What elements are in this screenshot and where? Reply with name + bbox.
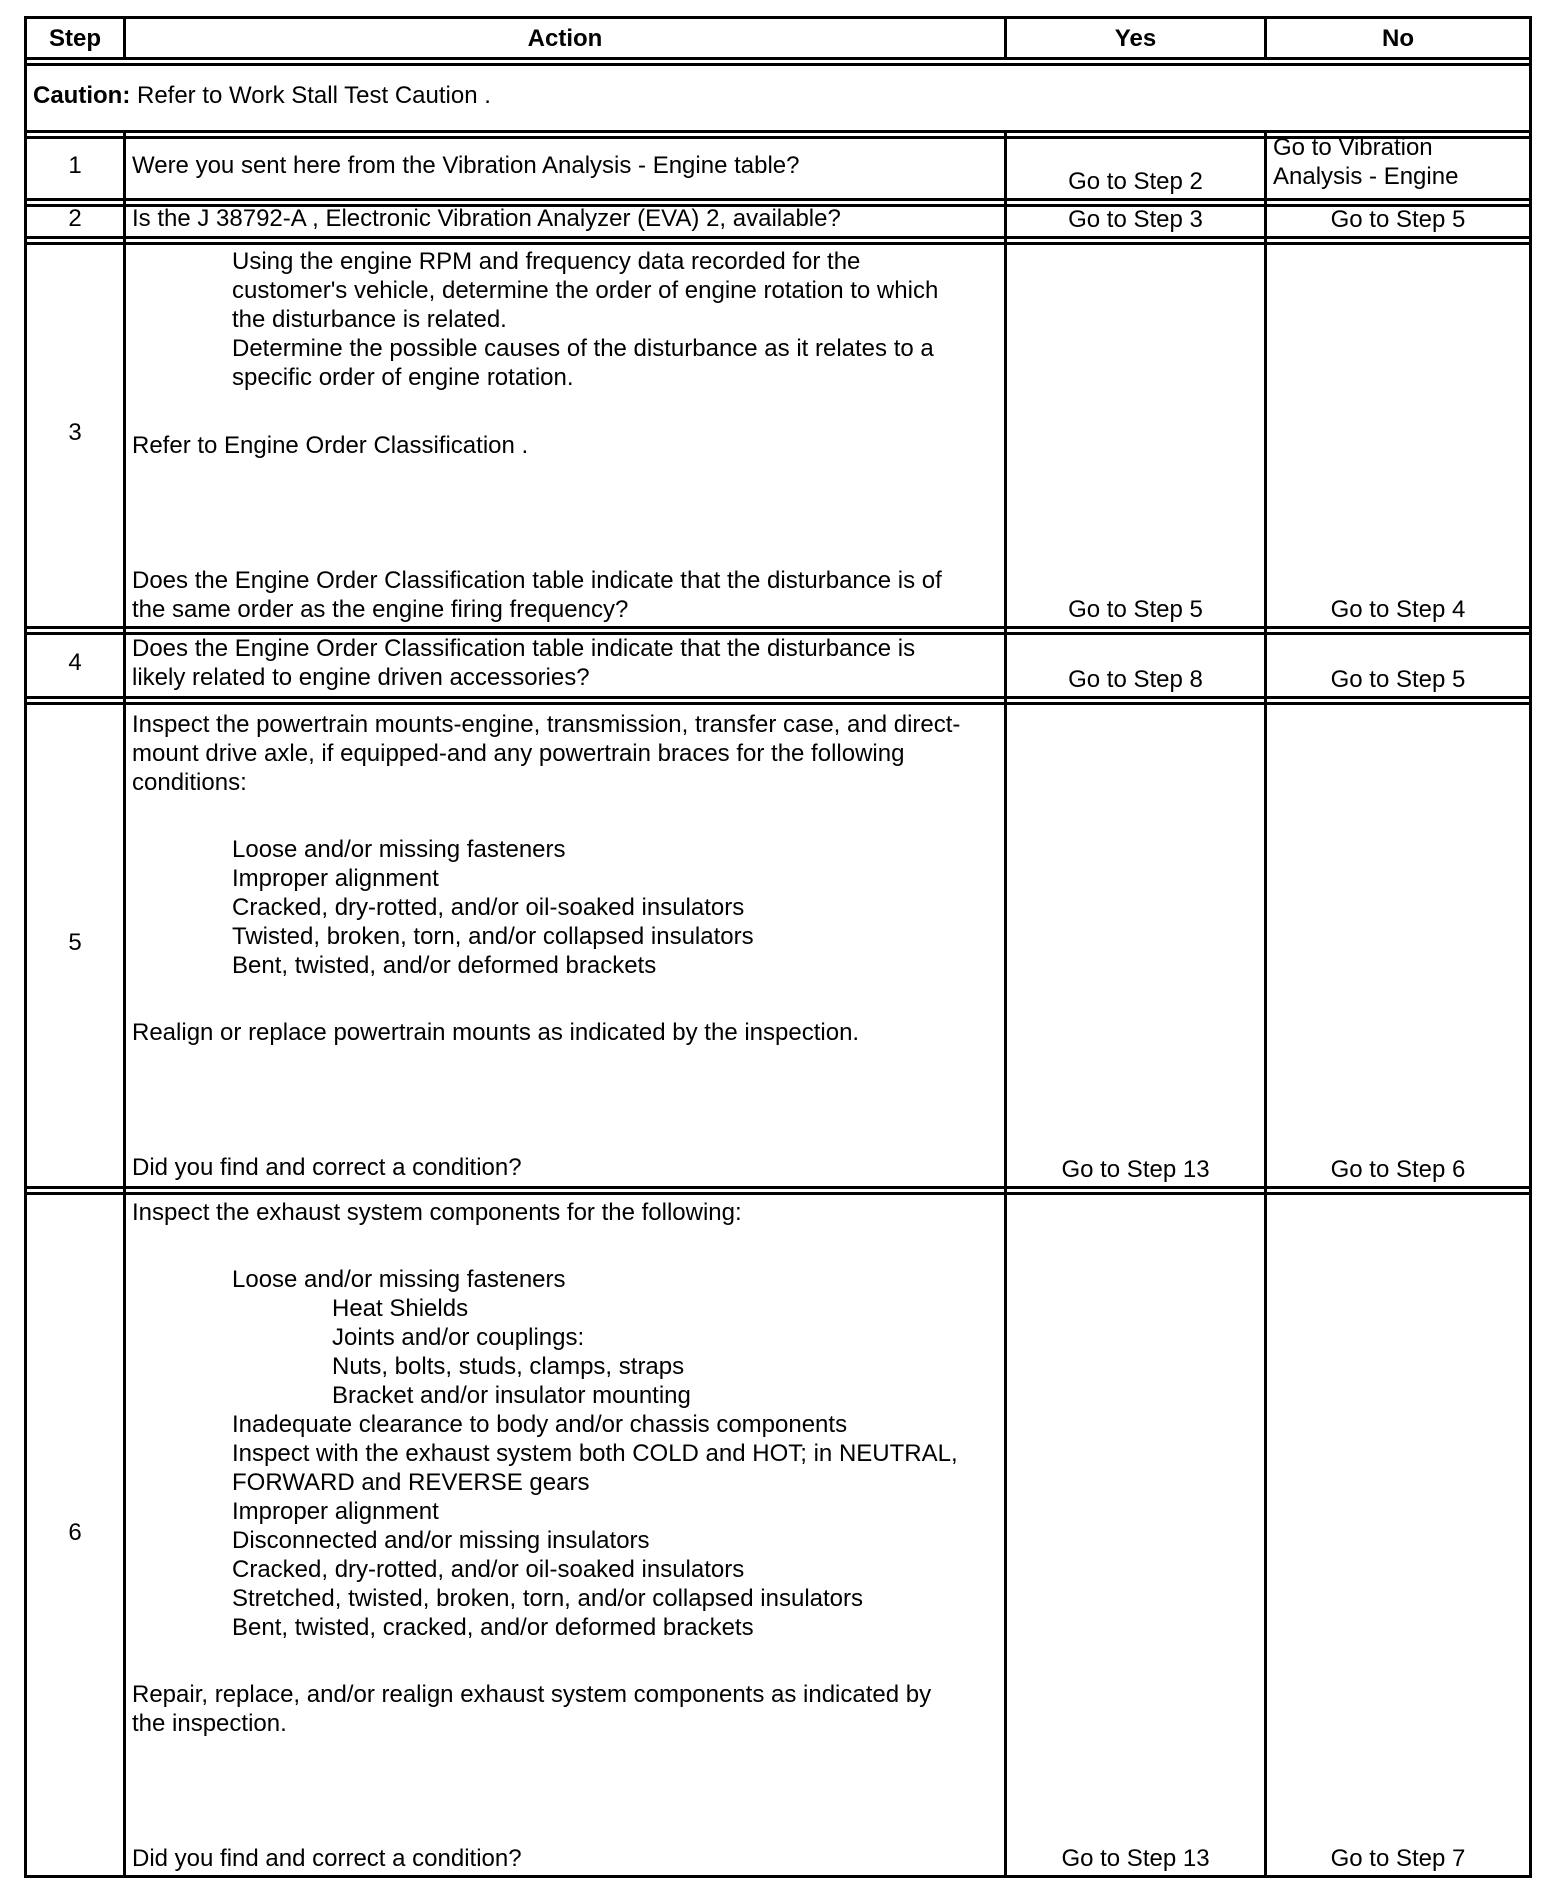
bullet-line: Bent, twisted, and/or deformed brackets bbox=[232, 951, 657, 979]
header-step: Step bbox=[27, 19, 126, 60]
caution-text: Refer to Work Stall Test Caution . bbox=[130, 81, 491, 109]
bullet-line: Twisted, broken, torn, and/or collapsed insulators bbox=[232, 922, 754, 950]
yes-cell: Go to Step 3 bbox=[1007, 201, 1267, 239]
intro-line: conditions: bbox=[132, 768, 247, 796]
item-line: Nuts, bolts, studs, clamps, straps bbox=[332, 1352, 685, 1380]
yes-cell: Go to Step 8 bbox=[1007, 629, 1267, 699]
bullet-line: Using the engine RPM and frequency data recorded for the bbox=[232, 248, 861, 275]
step-action bbox=[126, 699, 1007, 1189]
refer-text: Refer to Engine Order Classification . bbox=[132, 432, 529, 459]
caution-label: Caution: bbox=[33, 81, 131, 109]
step-row-2 bbox=[27, 201, 1529, 239]
step-number: 1 bbox=[27, 133, 126, 201]
yes-cell: Go to Step 13 bbox=[1007, 1189, 1267, 1875]
step-action bbox=[126, 629, 1007, 699]
yes-cell: Go to Step 2 bbox=[1007, 133, 1267, 201]
question-line-1: Does the Engine Order Classification table indicate that the disturbance is of bbox=[132, 567, 942, 594]
step-number: 3 bbox=[27, 239, 126, 629]
caution-cell bbox=[27, 60, 1529, 133]
intro-line: Inspect the exhaust system components for the following: bbox=[132, 1198, 742, 1226]
item-line: Loose and/or missing fasteners bbox=[232, 1265, 566, 1293]
step-row-4 bbox=[27, 629, 1529, 699]
item-line: Heat Shields bbox=[332, 1294, 469, 1322]
no-line-1: Go to Vibration bbox=[1273, 134, 1433, 161]
item-line: Stretched, twisted, broken, torn, and/or collapsed insulators bbox=[232, 1584, 864, 1612]
bullet-line: Improper alignment bbox=[232, 864, 439, 892]
no-cell: Go to Step 6 bbox=[1267, 699, 1529, 1189]
item-line: Inadequate clearance to body and/or chassis components bbox=[232, 1410, 848, 1438]
bullet-line: Determine the possible causes of the disturbance as it relates to a bbox=[232, 335, 934, 362]
question-line-1: Does the Engine Order Classification table indicate that the disturbance is bbox=[132, 634, 916, 662]
no-cell: Go to Step 5 bbox=[1267, 201, 1529, 239]
question-text: Did you find and correct a condition? bbox=[132, 1844, 522, 1872]
bullet-line: specific order of engine rotation. bbox=[232, 364, 574, 391]
header-yes: Yes bbox=[1007, 19, 1267, 60]
step-number: 6 bbox=[27, 1189, 126, 1875]
no-cell bbox=[1267, 133, 1529, 201]
item-line: Inspect with the exhaust system both COLD and HOT; in NEUTRAL, bbox=[232, 1439, 958, 1467]
intro-line: mount drive axle, if equipped-and any powertrain braces for the following bbox=[132, 739, 905, 767]
header-row bbox=[27, 19, 1529, 60]
diagnostic-table bbox=[24, 16, 1532, 1878]
step-action bbox=[126, 1189, 1007, 1875]
item-line: Bent, twisted, cracked, and/or deformed brackets bbox=[232, 1613, 754, 1641]
no-cell: Go to Step 4 bbox=[1267, 239, 1529, 629]
item-line: Cracked, dry-rotted, and/or oil-soaked insulators bbox=[232, 1555, 745, 1583]
action-line-1: Repair, replace, and/or realign exhaust system components as indicated by bbox=[132, 1680, 932, 1708]
step-question: Is the J 38792-A , Electronic Vibration Analyzer (EVA) 2, available? bbox=[126, 201, 1007, 239]
caution-row bbox=[27, 60, 1529, 133]
step-row-1 bbox=[27, 133, 1529, 201]
step-row-6 bbox=[27, 1189, 1529, 1875]
step-row-3 bbox=[27, 239, 1529, 629]
bullet-line: the disturbance is related. bbox=[232, 306, 507, 333]
step-number: 4 bbox=[27, 629, 126, 699]
step-number: 2 bbox=[27, 201, 126, 239]
question-line-2: the same order as the engine firing frequency? bbox=[132, 596, 629, 623]
header-no: No bbox=[1267, 19, 1529, 60]
bullet-line: Loose and/or missing fasteners bbox=[232, 835, 566, 863]
yes-cell: Go to Step 5 bbox=[1007, 239, 1267, 629]
intro-line: Inspect the powertrain mounts-engine, transmission, transfer case, and direct- bbox=[132, 710, 961, 738]
header-action: Action bbox=[126, 19, 1007, 60]
step-question: Were you sent here from the Vibration Analysis - Engine table? bbox=[126, 133, 1007, 201]
item-line: Bracket and/or insulator mounting bbox=[332, 1381, 691, 1409]
item-line: Joints and/or couplings: bbox=[332, 1323, 585, 1351]
bullet-line: Cracked, dry-rotted, and/or oil-soaked insulators bbox=[232, 893, 745, 921]
no-line-2: Analysis - Engine bbox=[1273, 163, 1459, 190]
no-cell: Go to Step 7 bbox=[1267, 1189, 1529, 1875]
item-line: Improper alignment bbox=[232, 1497, 439, 1525]
action-text: Realign or replace powertrain mounts as indicated by the inspection. bbox=[132, 1018, 860, 1046]
action-line-2: the inspection. bbox=[132, 1709, 287, 1737]
question-line-2: likely related to engine driven accessories? bbox=[132, 663, 590, 691]
no-cell: Go to Step 5 bbox=[1267, 629, 1529, 699]
step-row-5 bbox=[27, 699, 1529, 1189]
step-number: 5 bbox=[27, 699, 126, 1189]
item-line: FORWARD and REVERSE gears bbox=[232, 1468, 590, 1496]
question-text: Did you find and correct a condition? bbox=[132, 1153, 522, 1181]
step-action bbox=[126, 239, 1007, 629]
yes-cell: Go to Step 13 bbox=[1007, 699, 1267, 1189]
item-line: Disconnected and/or missing insulators bbox=[232, 1526, 650, 1554]
bullet-line: customer's vehicle, determine the order of engine rotation to which bbox=[232, 277, 939, 304]
